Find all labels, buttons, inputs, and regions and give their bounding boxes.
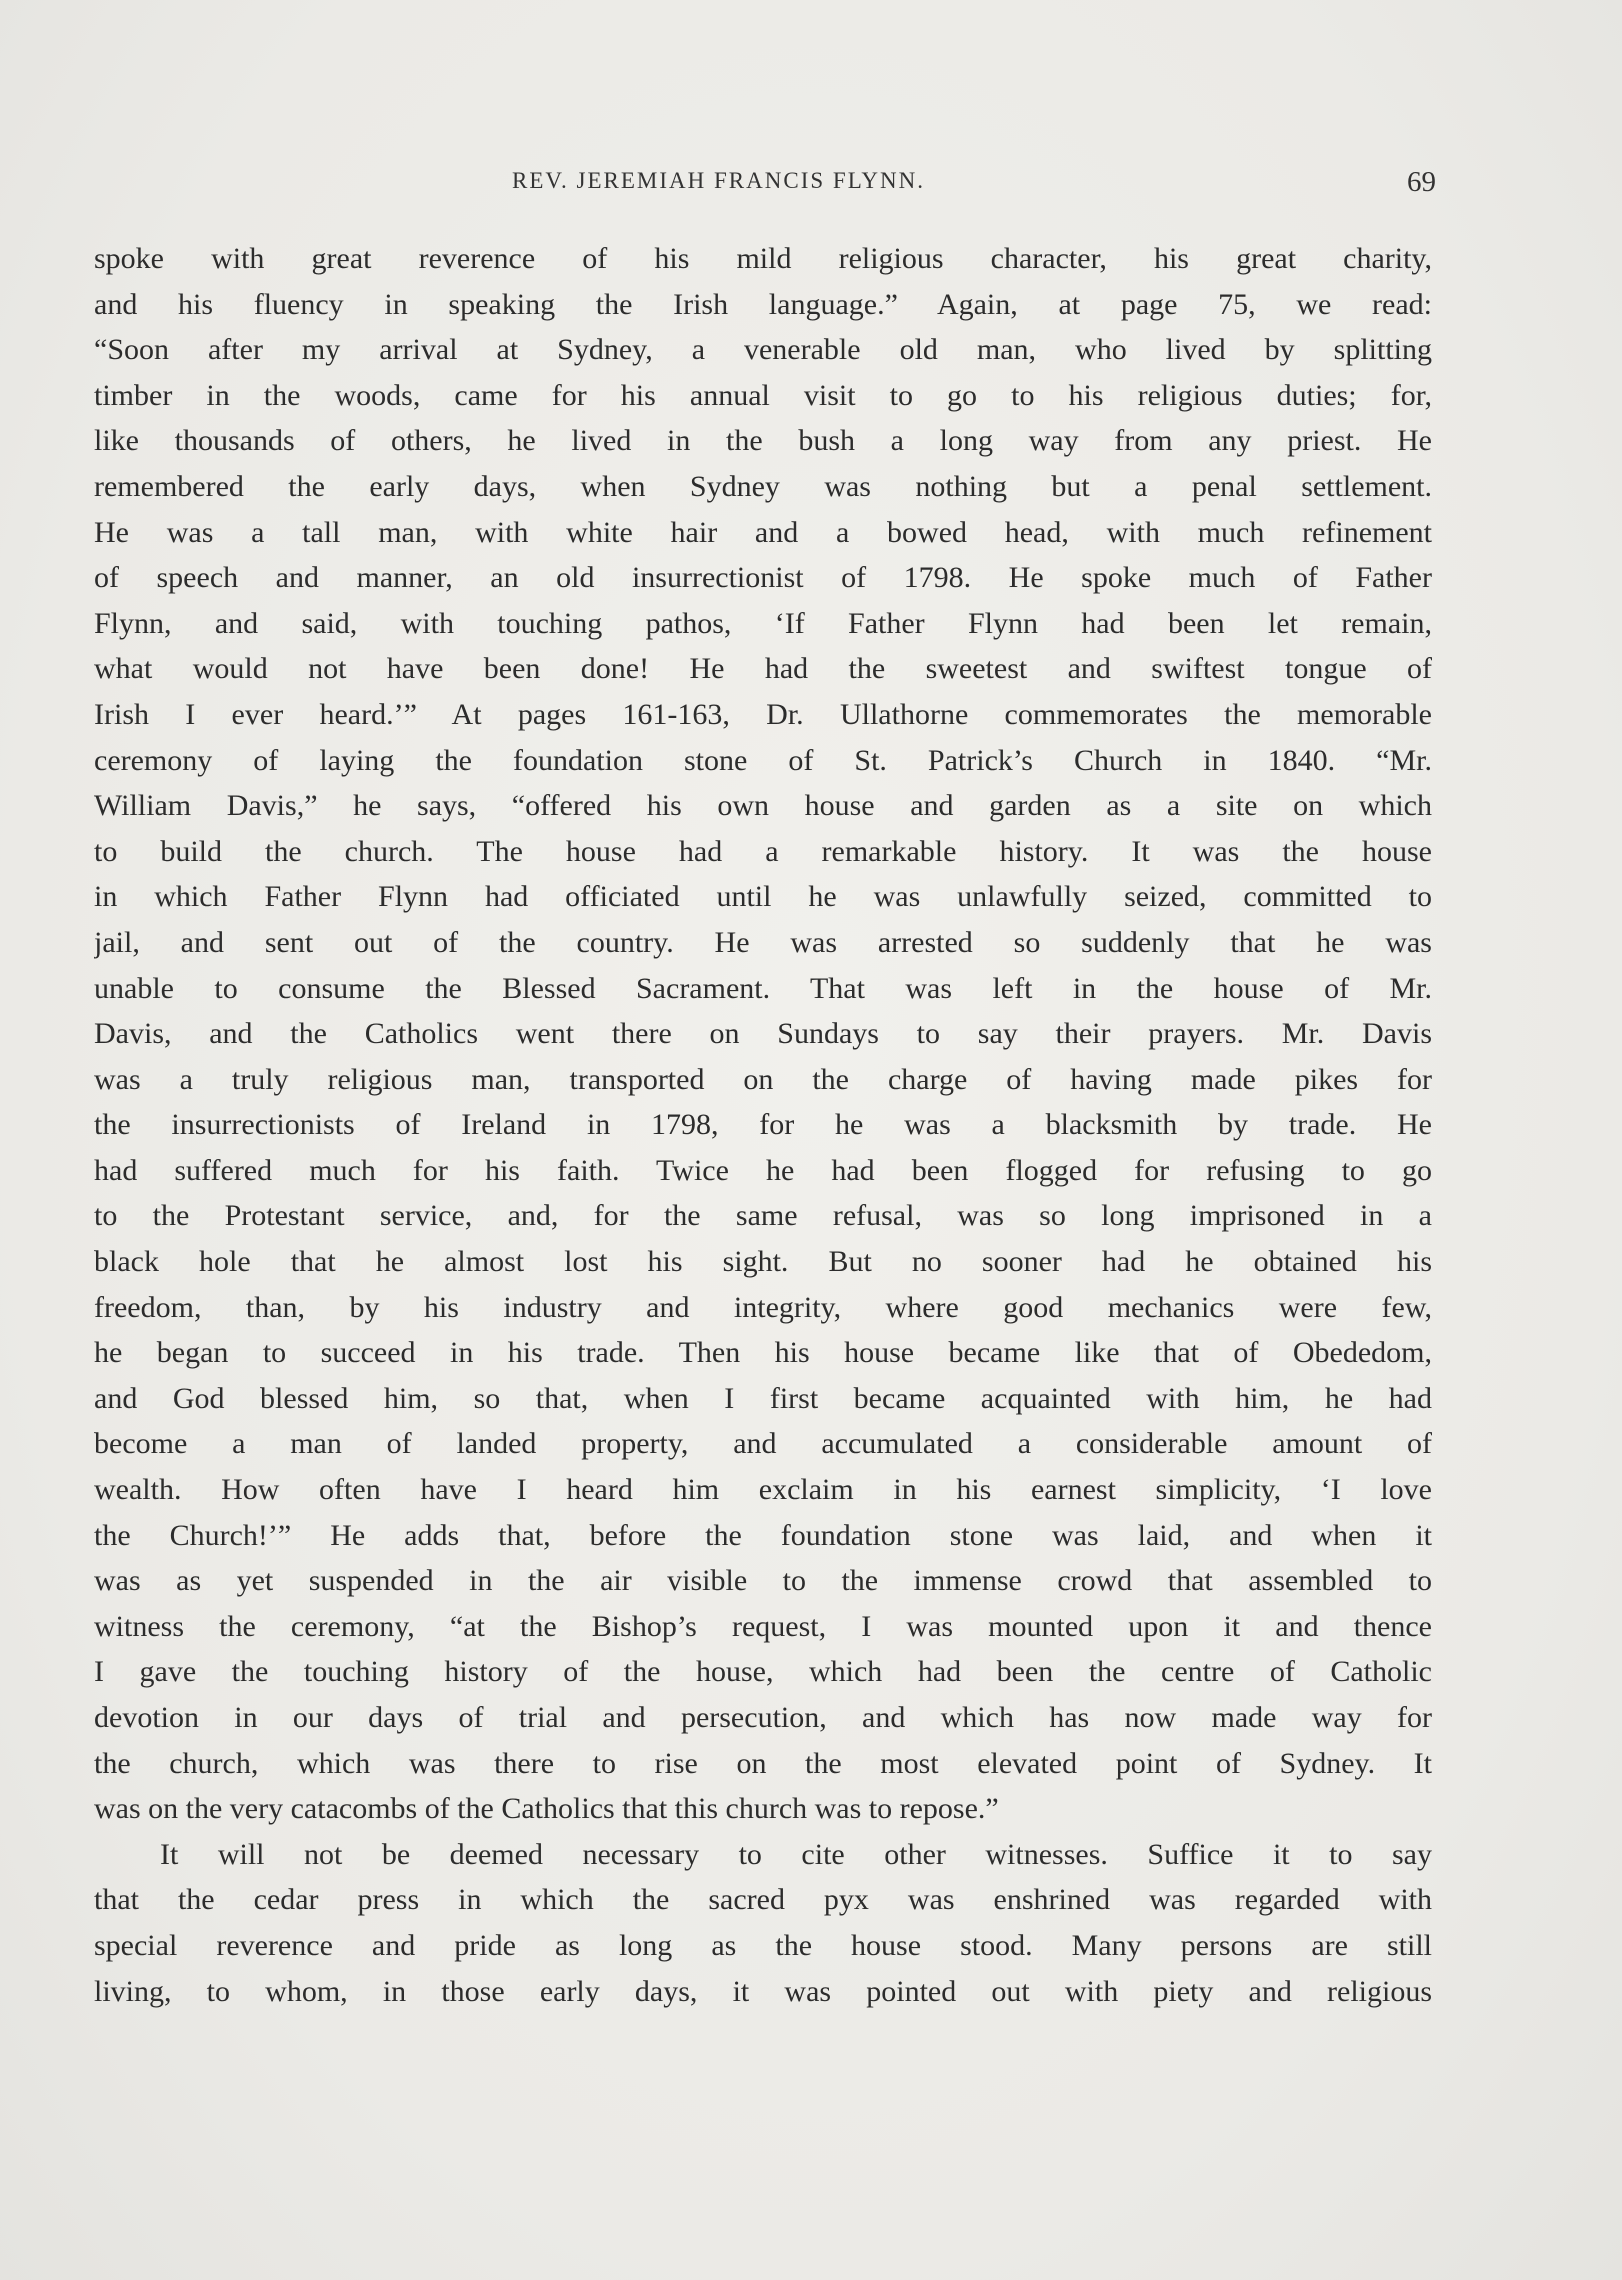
text-line: was a truly religious man, transported on the charge of having made pikes for	[94, 1062, 1432, 1096]
text-line: and God blessed him, so that, when I first became acquainted with him, he had	[94, 1381, 1432, 1415]
text-line: freedom, than, by his industry and integrity, where good mechanics were few,	[94, 1290, 1432, 1324]
text-line: what would not have been done! He had the sweetest and swiftest tongue of	[94, 652, 1432, 686]
text-line: It will not be deemed necessary to cite other witnesses. Suffice it to say	[160, 1837, 1432, 1871]
text-line: jail, and sent out of the country. He was arrested so suddenly that he was	[94, 925, 1432, 959]
text-line: was as yet suspended in the air visible to the immense crowd that assembled to	[94, 1564, 1432, 1598]
text-line: remembered the early days, when Sydney was nothing but a penal settlement.	[94, 469, 1432, 503]
text-line: timber in the woods, came for his annual visit to go to his religious duties; for,	[94, 378, 1432, 412]
text-line: in which Father Flynn had officiated until he was unlawfully seized, committed to	[94, 880, 1432, 914]
text-line: he began to succeed in his trade. Then his house became like that of Obededom,	[94, 1336, 1432, 1370]
text-line: Irish I ever heard.’” At pages 161-163, Dr. Ullathorne commemorates the memorable	[94, 697, 1432, 731]
text-line: wealth. How often have I heard him exclaim in his earnest simplicity, ‘I love	[94, 1473, 1432, 1507]
text-line: witness the ceremony, “at the Bishop’s request, I was mounted upon it and thence	[94, 1609, 1432, 1643]
text-line: that the cedar press in which the sacred pyx was enshrined was regarded with	[94, 1883, 1432, 1917]
text-line: like thousands of others, he lived in the bush a long way from any priest. He	[94, 424, 1432, 458]
text-line: “Soon after my arrival at Sydney, a venerable old man, who lived by splitting	[94, 333, 1432, 367]
text-line: living, to whom, in those early days, it was pointed out with piety and religious	[94, 1974, 1432, 2008]
text-line: had suffered much for his faith. Twice he had been flogged for refusing to go	[94, 1153, 1432, 1187]
text-line: black hole that he almost lost his sight. But no sooner had he obtained his	[94, 1245, 1432, 1279]
page-number: 69	[1407, 166, 1436, 198]
text-line: spoke with great reverence of his mild religious character, his great charity,	[94, 242, 1432, 275]
text-line: He was a tall man, with white hair and a bowed head, with much refinement	[94, 515, 1432, 549]
text-line: ceremony of laying the foundation stone of St. Patrick’s Church in 1840. “Mr.	[94, 743, 1432, 777]
text-line: become a man of landed property, and accumulated a considerable amount of	[94, 1427, 1432, 1461]
text-line: the church, which was there to rise on the most elevated point of Sydney. It	[94, 1746, 1432, 1780]
body-text	[94, 236, 1432, 2014]
text-line: to the Protestant service, and, for the same refusal, was so long imprisoned in a	[94, 1199, 1432, 1233]
text-line: of speech and manner, an old insurrectionist of 1798. He spoke much of Father	[94, 561, 1432, 595]
text-line: the Church!’” He adds that, before the foundation stone was laid, and when it	[94, 1518, 1432, 1552]
text-line: William Davis,” he says, “offered his own house and garden as a site on which	[94, 789, 1432, 823]
text-line: Davis, and the Catholics went there on Sundays to say their prayers. Mr. Davis	[94, 1017, 1432, 1051]
text-line: and his fluency in speaking the Irish language.” Again, at page 75, we read:	[94, 287, 1432, 321]
text-line: special reverence and pride as long as the house stood. Many persons are still	[94, 1928, 1432, 1962]
running-title: REV. JEREMIAH FRANCIS FLYNN.	[512, 168, 926, 193]
text-line: Flynn, and said, with touching pathos, ‘If Father Flynn had been let remain,	[94, 606, 1432, 640]
text-line: unable to consume the Blessed Sacrament. That was left in the house of Mr.	[94, 971, 1432, 1005]
text-line: I gave the touching history of the house, which had been the centre of Catholic	[94, 1655, 1432, 1689]
text-line: was on the very catacombs of the Catholics that this church was to repose.”	[94, 1792, 999, 1826]
text-line: devotion in our days of trial and persecution, and which has now made way for	[94, 1701, 1432, 1734]
text-line: the insurrectionists of Ireland in 1798, for he was a blacksmith by trade. He	[94, 1108, 1432, 1142]
text-line: to build the church. The house had a remarkable history. It was the house	[94, 834, 1432, 868]
